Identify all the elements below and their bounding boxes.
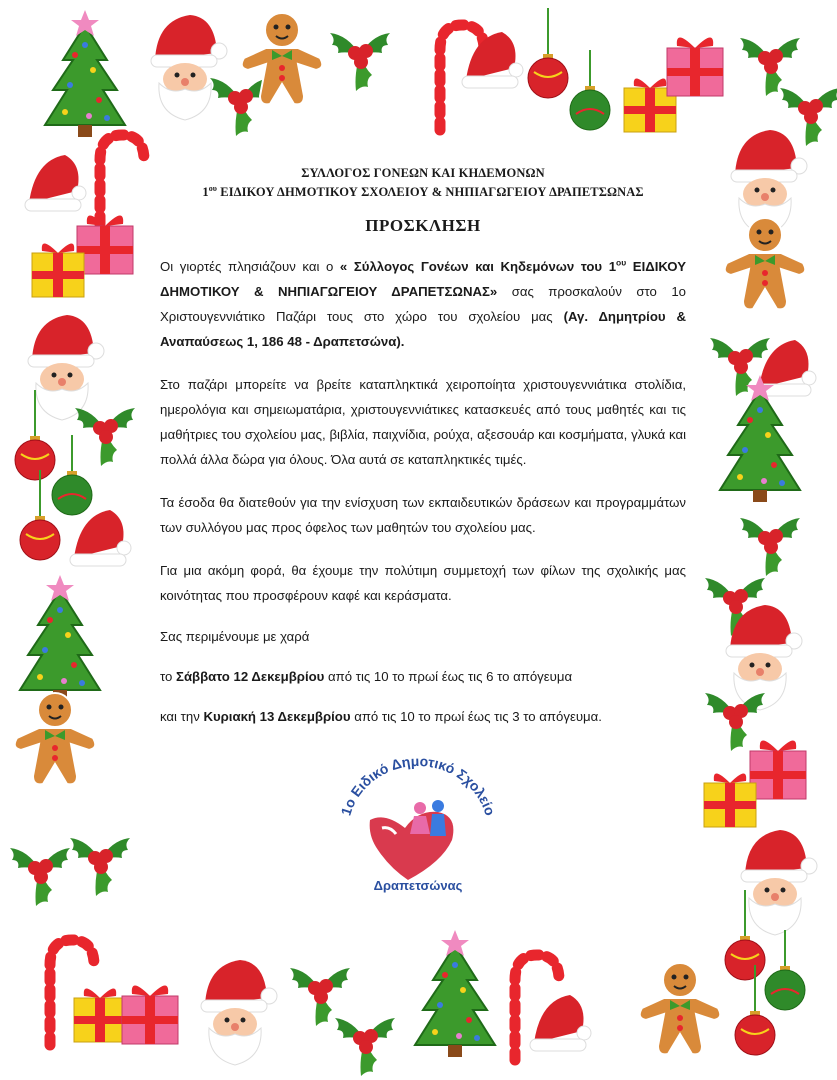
greeting-line: Σας περιμένουμε με χαρά <box>160 629 310 645</box>
paragraph-intro <box>160 254 686 354</box>
invitation-document <box>160 165 686 746</box>
association-name <box>160 165 686 200</box>
header-superscript: ου <box>208 184 218 193</box>
header-number: 1 <box>202 185 209 200</box>
intro-association: « Σύλλογος Γονέων και Κηδεμόνων του 1 <box>339 259 617 275</box>
date1-prefix: το <box>160 669 177 685</box>
date2-day: Κυριακή 13 Δεκεμβρίου <box>203 709 351 725</box>
intro-school: ΕΙΔΙΚΟΥ ΔΗΜΟΤΙΚΟΥ & ΝΗΠΙΑΓΩΓΕΙΟΥ ΔΡΑΠΕΤΣΩΝΑΣ» <box>160 259 686 300</box>
date-sunday <box>160 706 686 728</box>
page-title: ΠΡΟΣΚΛΗΣΗ <box>365 216 481 236</box>
header-line-1: ΣΥΛΛΟΓΟΣ ΓΟΝΕΩΝ ΚΑΙ ΚΗΔΕΜΟΝΩΝ <box>301 166 545 180</box>
header-school-name: ΕΙΔΙΚΟΥ ΔΗΜΟΤΙΚΟΥ ΣΧΟΛΕΙΟΥ & ΝΗΠΙΑΓΩΓΕΙΟΥ ΔΡΑΠΕΤΣΩΝΑΣ <box>220 185 644 200</box>
date2-hours: από τις 10 το πρωί έως τις 3 το απόγευμα. <box>350 709 602 725</box>
intro-text-a: Οι γιορτές πλησιάζουν και ο <box>160 259 340 275</box>
date1-day: Σάββατο 12 Δεκεμβρίου <box>176 669 325 685</box>
paragraph-bazaar-items: Στο παζάρι μπορείτε να βρείτε καταπληκτικά χειροποίητα χριστουγεννιάτικα στολίδια, ημερολόγια και σημειωματάρια, χριστουγεννιάτικες κατασκευές από τους μαθητές και τις μαθήτριες του σχολείου μας, βιβλία, παιχνίδια, ρούχα, αξεσουάρ και κοσμήματα, γλυκά και πολλά άλλα δώρα για όλους. Όλα αυτά σε καταπληκτικές τιμές. <box>160 377 686 468</box>
logo-bottom-text: Δραπετσώνας <box>373 878 463 893</box>
intro-address: (Αγ. Δημητρίου & Αναπαύσεως 1, 186 48 - Δραπετσώνα). <box>160 309 686 350</box>
paragraph-proceeds: Τα έσοδα θα διατεθούν για την ενίσχυση των εκπαιδευτικών δράσεων και προγραμμάτων των συλλόγου μας προς όφελος των μαθητών του σχολείου μας. <box>160 495 686 536</box>
date-saturday <box>160 666 686 688</box>
header-line-2 <box>160 181 686 200</box>
logo-arc-text: 1ο Ειδικό Δημοτικό Σχολείο <box>337 752 499 818</box>
date2-prefix: και την <box>160 709 204 725</box>
paragraph-friends: Για μια ακόμη φορά, θα έχουμε την πολύτιμη συμμετοχή των φίλων της σχολικής μας κοινότητας που προσφέρουν καφέ και κεράσματα. <box>160 563 686 604</box>
intro-text-d: σας προσκαλούν στο 1ο Χριστουγεννιάτικο Παζάρι τους στο χώρο του σχολείου μας <box>160 284 687 325</box>
school-logo <box>330 750 505 895</box>
date1-hours: από τις 10 το πρωί έως τις 6 το απόγευμα <box>324 669 573 685</box>
intro-superscript: ου <box>616 257 627 268</box>
